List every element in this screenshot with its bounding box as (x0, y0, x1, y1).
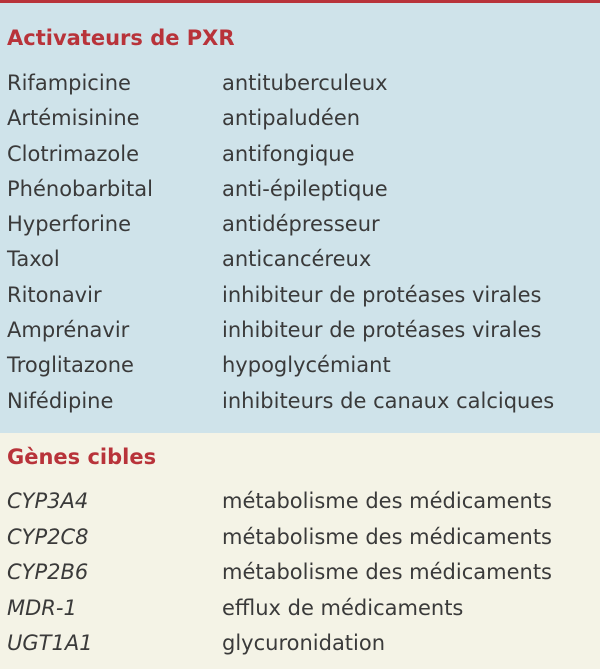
activator-use: antituberculeux (222, 71, 388, 95)
gene-row (0, 484, 600, 520)
gene-function: métabolisme des médicaments (222, 560, 553, 584)
activator-row (0, 66, 600, 101)
gene-name: CYP2C8 (7, 524, 89, 549)
gene-name: MDR-1 (7, 595, 77, 620)
target-genes-heading: Gènes cibles (7, 445, 157, 469)
activator-row (0, 172, 600, 207)
activator-use: anticancéreux (222, 247, 372, 272)
activator-use: inhibiteurs de canaux calciques (222, 388, 555, 413)
activator-use: inhibiteur de protéases virales (222, 282, 542, 307)
pxr-activators-list (0, 66, 600, 419)
activator-use: inhibiteur de protéases virales (222, 318, 542, 343)
gene-function: métabolisme des médicaments (222, 489, 553, 513)
gene-name: CYP2B6 (7, 560, 89, 584)
activator-use: antidépresseur (222, 212, 380, 237)
gene-function: métabolisme des médicaments (222, 524, 553, 549)
activator-name: Ritonavir (7, 282, 102, 307)
gene-name: CYP3A4 (7, 489, 89, 513)
target-genes-section (0, 433, 600, 669)
gene-function: glycuronidation (222, 631, 386, 655)
activator-name: Rifampicine (7, 71, 131, 95)
activator-row (0, 384, 600, 419)
activator-row (0, 242, 600, 277)
activator-name: Taxol (7, 247, 60, 272)
activator-row (0, 101, 600, 136)
activator-row (0, 137, 600, 172)
activator-name: Clotrimazole (7, 141, 139, 166)
activator-name: Phénobarbital (7, 176, 153, 201)
activator-name: Artémisinine (7, 106, 140, 131)
activator-name: Nifédipine (7, 388, 114, 413)
activator-row (0, 313, 600, 348)
activator-row (0, 348, 600, 383)
gene-function: efflux de médicaments (222, 595, 464, 620)
gene-name: UGT1A1 (7, 631, 93, 655)
gene-row (0, 591, 600, 627)
activator-use: antifongique (222, 141, 355, 166)
gene-row (0, 555, 600, 591)
activator-use: antipaludéen (222, 106, 361, 131)
activator-use: anti-épileptique (222, 176, 388, 201)
activator-name: Hyperforine (7, 212, 132, 237)
activator-use: hypoglycémiant (222, 353, 391, 378)
pxr-activators-heading: Activateurs de PXR (7, 26, 235, 50)
activator-row (0, 207, 600, 242)
gene-row (0, 626, 600, 662)
pxr-activators-section (0, 3, 600, 433)
activator-name: Amprénavir (7, 318, 130, 343)
activator-row (0, 278, 600, 313)
gene-row (0, 520, 600, 556)
activator-name: Troglitazone (7, 353, 134, 378)
target-genes-list (0, 484, 600, 662)
